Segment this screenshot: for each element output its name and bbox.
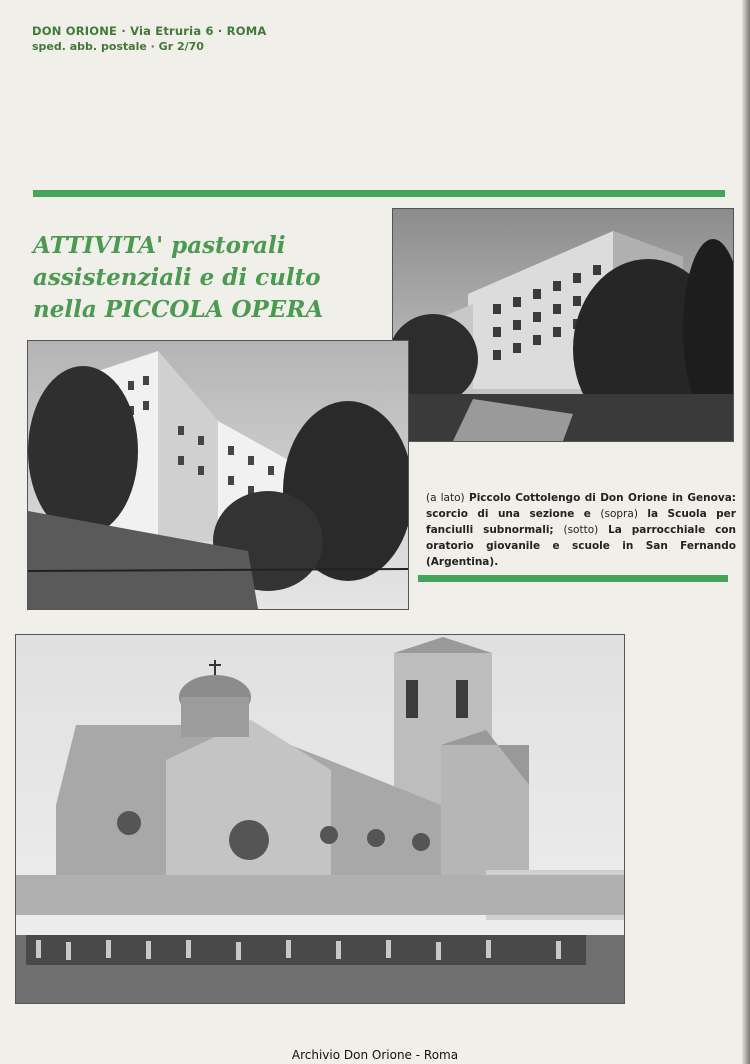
archive-footer: Archivio Don Orione - Roma xyxy=(291,1048,459,1062)
page-title xyxy=(33,230,383,326)
photo-school-building xyxy=(392,208,734,442)
caption-school: la Scuola per fanciulli subnormali; xyxy=(426,508,736,536)
top-divider xyxy=(33,190,725,197)
photo-parish-san-fernando xyxy=(15,634,625,1004)
masthead-address: DON ORIONE · Via Etruria 6 · ROMA xyxy=(32,24,267,38)
masthead-postal: sped. abb. postale · Gr 2/70 xyxy=(32,40,204,53)
title-line-3: nella PICCOLA OPERA xyxy=(33,296,324,323)
caption-argentina: (Argentina). xyxy=(426,556,499,568)
caption-ref-below: (sotto) xyxy=(563,524,599,536)
title-line-2: assistenziali e di culto xyxy=(33,264,321,291)
photo-caption xyxy=(426,490,736,570)
caption-ref-side: (a lato) xyxy=(426,492,465,504)
title-line-1: ATTIVITA' pastorali xyxy=(33,232,286,259)
photo-cottolengo-genova xyxy=(27,340,409,610)
caption-san-fernando: La parrocchiale con oratorio giovanile e scuole in San Fernando xyxy=(426,524,736,552)
page-edge-shadow xyxy=(742,0,750,1064)
caption-divider xyxy=(418,575,728,582)
caption-genova: Piccolo Cottolengo di Don Orione in Genova: scorcio di una sezione e xyxy=(426,492,736,520)
caption-ref-above: (sopra) xyxy=(600,508,638,520)
